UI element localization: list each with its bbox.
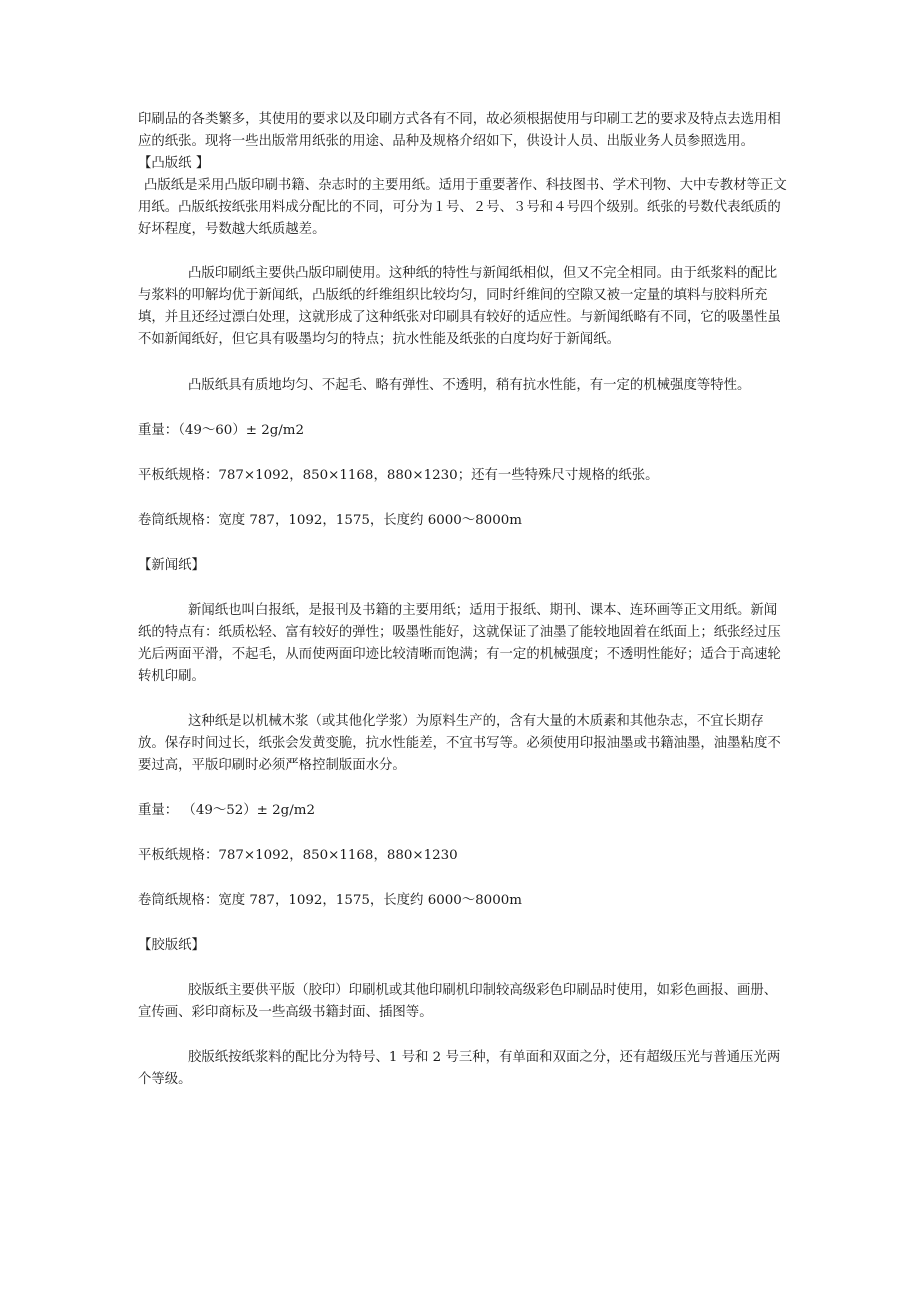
intro-paragraph: 印刷品的各类繁多，其使用的要求以及印刷方式各有不同，故必须根据使用与印刷工艺的要求及特点去选用相应的纸张。现将一些出版常用纸张的用途、品种及规格介绍如下，供设计人员、出版业务人员参照选用。 [138,112,781,149]
newsprint-roll-spec: 卷筒纸规格：宽度 787，1092，1575，长度约 6000～8000m [138,893,522,908]
letterpress-roll-spec: 卷筒纸规格：宽度 787，1092，1575，长度约 6000～8000m [138,513,522,528]
newsprint-paragraph-1: 新闻纸也叫白报纸，是报刊及书籍的主要用纸；适用于报纸、期刊、课本、连环画等正文用纸。新闻纸的特点有：纸质松轻、富有较好的弹性；吸墨性能好，这就保证了油墨了能较地固着在纸面上；纸张经过压光后两面平滑，不起毛，从而使两面印迹比较清晰而饱满；有一定的机械强度；不透明性能好；适合于高速轮转机印刷。 [138,603,781,684]
offset-paragraph-1: 胶版纸主要供平版（胶印）印刷机或其他印刷机印制较高级彩色印刷品时使用，如彩色画报、画册、宣传画、彩印商标及一些高级书籍封面、插图等。 [138,983,778,1020]
offset-paragraph-2: 胶版纸按纸浆料的配比分为特号、1 号和 2 号三种，有单面和双面之分，还有超级压光与普通压光两个等级。 [138,1050,781,1087]
newsprint-weight: 重量： （49～52）± 2g/m2 [138,803,315,818]
newsprint-paragraph-2: 这种纸是以机械木浆（或其他化学浆）为原料生产的，含有大量的木质素和其他杂志，不宜长期存放。保存时间过长，纸张会发黄变脆，抗水性能差，不宜书写等。必须使用印报油墨或书籍油墨，油墨粘度不要过高，平版印刷时必须严格控制版面水分。 [138,714,781,773]
letterpress-weight: 重量：（49～60）± 2g/m2 [138,423,305,438]
letterpress-lead-paragraph: 凸版纸是采用凸版印刷书籍、杂志时的主要用纸。适用于重要著作、科技图书、学术刊物、大中专教材等正文用纸。凸版纸按纸张用料成分配比的不同，可分为１号、２号、３号和４号四个级别。纸张的号数代表纸质的好坏程度，号数越大纸质越差。 [138,178,787,237]
document-page [138,109,788,1091]
section-heading-offset: 【胶版纸】 [138,938,205,953]
newsprint-sheet-spec: 平板纸规格：787×1092，850×1168，880×1230 [138,848,458,863]
section-heading-newsprint: 【新闻纸】 [138,558,205,573]
letterpress-paragraph-2: 凸版纸具有质地均匀、不起毛、略有弹性、不透明，稍有抗水性能，有一定的机械强度等特性。 [188,378,751,393]
letterpress-paragraph-1: 凸版印刷纸主要供凸版印刷使用。这种纸的特性与新闻纸相似，但又不完全相同。由于纸浆料的配比与浆料的叩解均优于新闻纸，凸版纸的纤维组织比较均匀，同时纤维间的空隙又被一定量的填料与胶料所充填，并且还经过漂白处理，这就形成了这种纸张对印刷具有较好的适应性。与新闻纸略有不同，它的吸墨性虽不如新闻纸好，但它具有吸墨均匀的特点；抗水性能及纸张的白度均好于新闻纸。 [138,266,781,347]
section-heading-letterpress: 【凸版纸 】 [138,156,210,171]
letterpress-sheet-spec: 平板纸规格：787×1092，850×1168，880×1230；还有一些特殊尺寸规格的纸张。 [138,468,659,483]
